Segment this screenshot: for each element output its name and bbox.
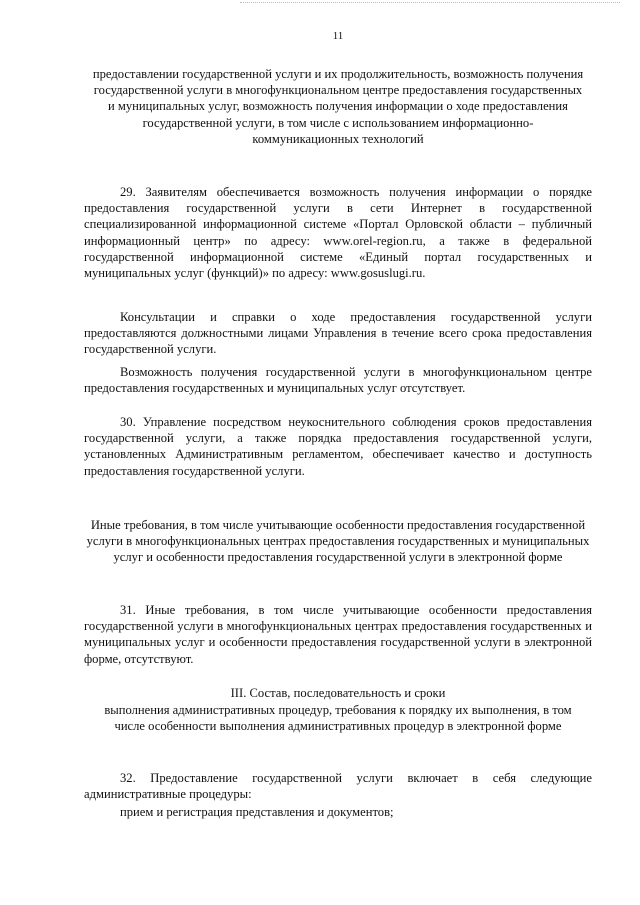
paragraph-32-item-1: прием и регистрация представления и документов;: [120, 805, 394, 819]
paragraph-31: 31. Иные требования, в том числе учитывающие особенности предоставления государственной услуги в многофункциональных центрах предоставления государственных и муниципальных услуг и особенности предоставления государственной услуги в электронной форме, отсутствуют.: [84, 603, 592, 666]
paragraph-30: 30. Управление посредством неукоснительного соблюдения сроков предоставления государственной услуги, а также порядка предоставления государственной услуги, установленных Административным регламентом, обеспечивает качество и доступность предоставления государственной услуги.: [84, 415, 592, 478]
paragraph-32: 32. Предоставление государственной услуги включает в себя следующие административные процедуры:: [84, 771, 592, 802]
paragraph-mfc-availability: Возможность получения государственной услуги в многофункциональном центре предоставления государственных и муниципальных услуг отсутствует.: [84, 365, 592, 396]
paragraph-consultations: Консультации и справки о ходе предоставления государственной услуги предоставляются должностными лицами Управления в течение всего срока предоставления государственной услуги.: [84, 310, 592, 357]
paragraph-29: 29. Заявителям обеспечивается возможность получения информации о порядке предоставления государственной услуги в сети Интернет в государственной специализированной информационной системе «Портал Орловской области – публичный информационный центр» по адресу: www.orel-region.ru, а также в федеральной государственной информационной системе «Единый портал государственных и муниципальных услуг (функций)» по адресу: www.gosuslugi.ru.: [84, 185, 592, 281]
scan-artifact-line: [240, 2, 620, 9]
section-heading-information: предоставлении государственной услуги и их продолжительность, возможность получения государственной услуги в многофункциональном центре предоставления государственных и муниципальных услуг, возможность получения информации о ходе предоставления государственной услуги, в том числе с использованием информационно-коммуникационных технологий: [92, 67, 584, 146]
section-heading-other-requirements: Иные требования, в том числе учитывающие особенности предоставления государственной услуги в многофункциональных центрах предоставления государственных и муниципальных услуг и особенности предоставления государственной услуги в электронной форме: [86, 518, 590, 565]
section-heading-III-subtitle: выполнения административных процедур, требования к порядку их выполнения, в том числе особенности выполнения административных процедур в электронной форме: [104, 703, 572, 734]
page-number: 11: [332, 30, 344, 42]
section-heading-III-title: III. Состав, последовательность и сроки: [230, 686, 446, 700]
